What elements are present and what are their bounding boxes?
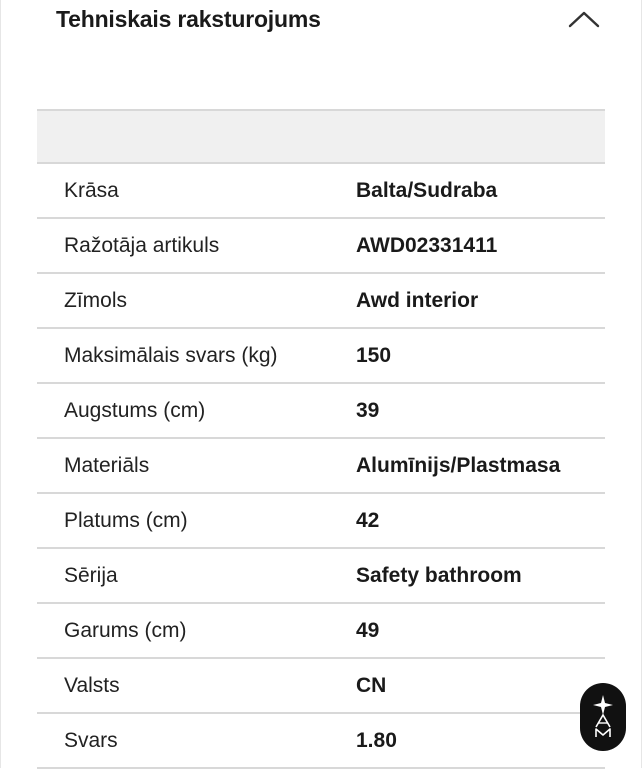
spec-label: Ražotāja artikuls [64, 233, 220, 257]
spec-value: 42 [356, 508, 380, 532]
spec-label: Augstums (cm) [64, 398, 206, 422]
brand-badge-button[interactable] [580, 683, 626, 751]
brand-logo-icon [588, 691, 618, 744]
spec-value: CN [356, 673, 387, 697]
spec-value: 49 [356, 618, 380, 642]
spec-row-length [37, 604, 605, 659]
spec-label: Platums (cm) [64, 508, 188, 532]
spec-value: Safety bathroom [356, 563, 522, 587]
specs-section-header[interactable] [56, 0, 602, 38]
spec-value: 150 [356, 343, 392, 367]
spec-label: Sērija [64, 563, 118, 587]
section-title: Tehniskais raksturojums [56, 5, 321, 32]
spec-row-material [37, 439, 605, 494]
chevron-up-icon[interactable] [566, 7, 602, 31]
spec-row-brand [37, 274, 605, 329]
spec-value: Alumīnijs/Plastmasa [356, 453, 561, 477]
spec-row-series [37, 549, 605, 604]
spec-row-color [37, 164, 605, 219]
page-edge-left [0, 0, 1, 768]
spec-label: Materiāls [64, 453, 150, 477]
spec-value: Balta/Sudraba [356, 178, 498, 202]
spec-row-max-weight [37, 329, 605, 384]
spec-label: Maksimālais svars (kg) [64, 343, 278, 367]
spec-row-weight [37, 714, 605, 769]
spec-label: Valsts [64, 673, 120, 697]
spec-label: Krāsa [64, 178, 119, 202]
spec-value: AWD02331411 [356, 233, 498, 257]
spec-value: Awd interior [356, 288, 479, 312]
spec-row-width [37, 494, 605, 549]
spec-table-header [37, 111, 605, 164]
spec-label: Svars [64, 728, 118, 752]
spec-label: Zīmols [64, 288, 127, 312]
spec-value: 1.80 [356, 728, 397, 752]
spec-row-manufacturer-sku [37, 219, 605, 274]
spec-row-country [37, 659, 605, 714]
spec-label: Garums (cm) [64, 618, 187, 642]
spec-row-height [37, 384, 605, 439]
spec-table [37, 109, 605, 769]
spec-value: 39 [356, 398, 380, 422]
